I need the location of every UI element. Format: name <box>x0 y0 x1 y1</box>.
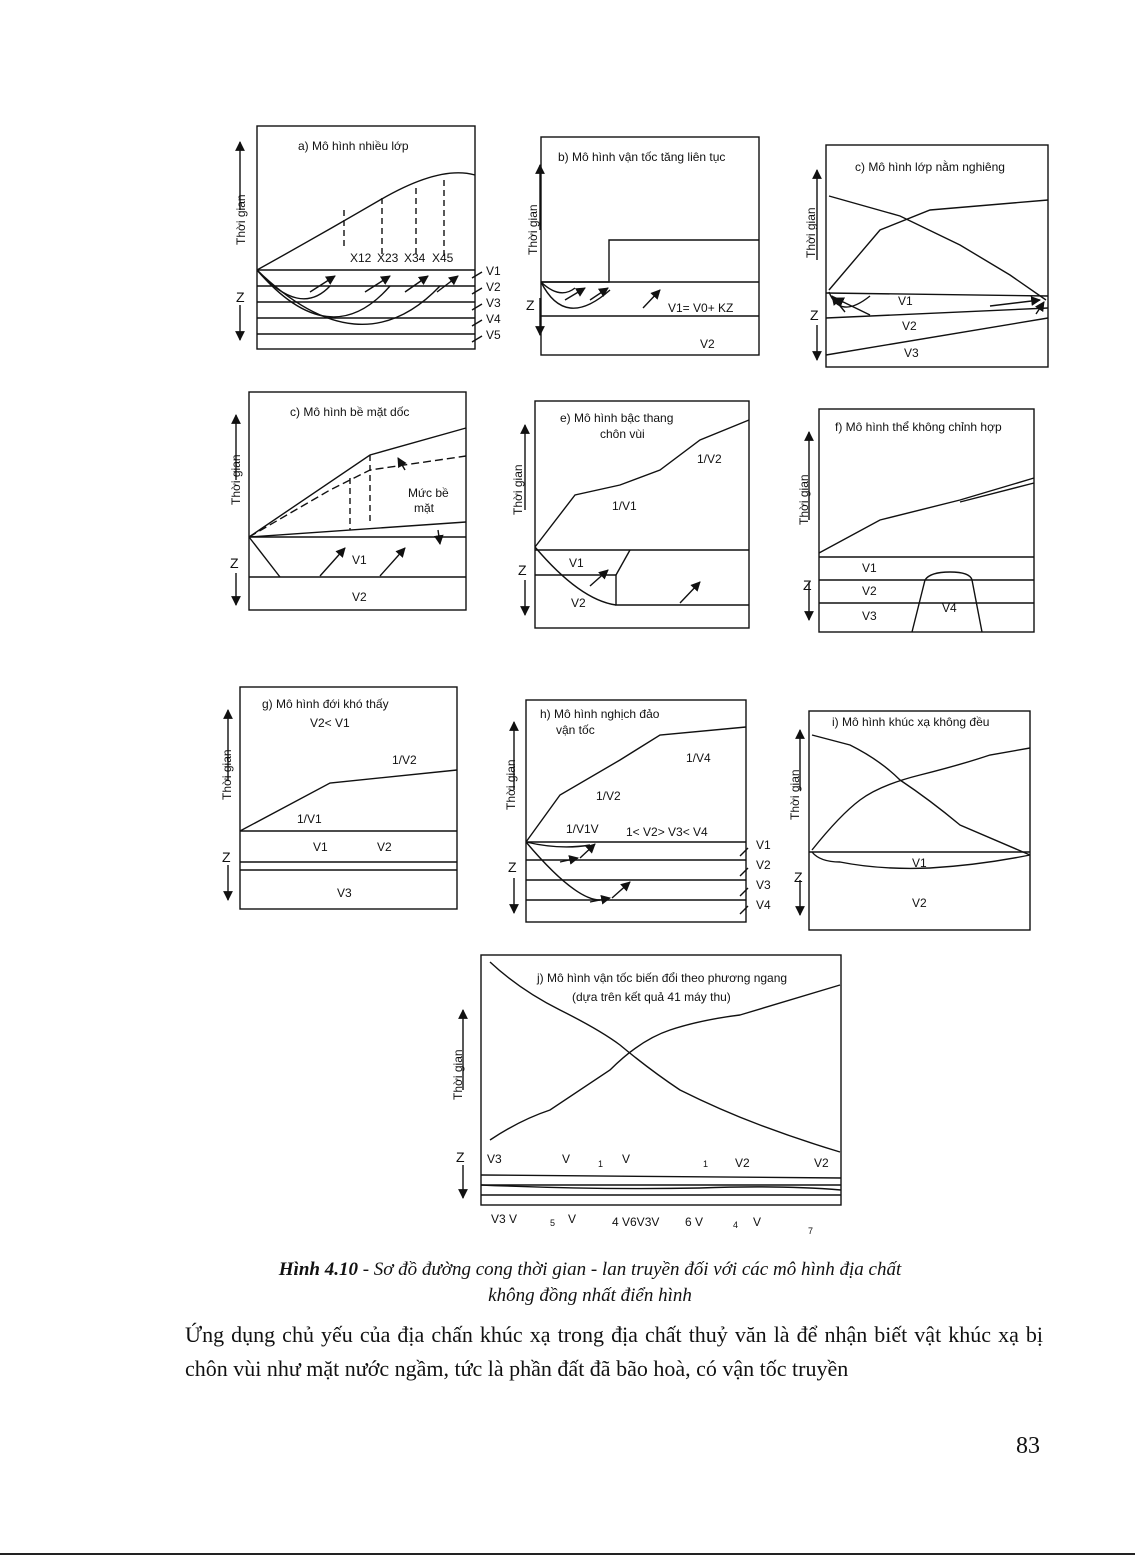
panel-h-slope-2: 1/V2 <box>596 789 621 803</box>
panel-f <box>809 409 1034 632</box>
panel-e-slope-upper: 1/V2 <box>697 452 722 466</box>
panel-d-v1: V1 <box>352 553 367 567</box>
panel-c-v1: V1 <box>898 294 913 308</box>
figure-caption <box>150 1257 1030 1283</box>
panel-f-title: f) Mô hình thể không chỉnh hợp <box>835 420 1002 434</box>
panel-a-x23: X23 <box>377 251 399 265</box>
panel-a-x45: X45 <box>432 251 454 265</box>
panel-h-condition: 1< V2> V3< V4 <box>626 825 708 839</box>
panel-a-v5: V5 <box>486 328 501 342</box>
panel-c-z: Z <box>810 307 819 323</box>
panel-b-title: b) Mô hình vận tốc tăng liên tục <box>558 150 726 164</box>
figure-caption-line-1: - Sơ đồ đường cong thời gian - lan truyền đối với các mô hình địa chất <box>357 1259 902 1280</box>
panel-b <box>540 137 759 355</box>
panel-h-v4: V4 <box>756 898 771 912</box>
panel-j-title-2: (dựa trên kết quả 41 máy thu) <box>572 990 731 1004</box>
panel-a-v4: V4 <box>486 312 501 326</box>
panel-c-title: c) Mô hình lớp nằm nghiêng <box>855 160 1005 174</box>
panel-j-top-6: V2 <box>814 1156 829 1170</box>
panel-e-v1: V1 <box>569 556 584 570</box>
panel-j-bottom-3: 4 V6V3V <box>612 1215 660 1229</box>
panel-g-time-label: Thời gian <box>220 749 234 800</box>
panel-c-time-label: Thời gian <box>804 207 818 258</box>
panel-a-v2: V2 <box>486 280 501 294</box>
panel-j-top-1: V <box>562 1152 571 1166</box>
panel-h-z: Z <box>508 859 517 875</box>
panel-f-v1: V1 <box>862 561 877 575</box>
page-number: 83 <box>1016 1433 1040 1459</box>
panel-j-bottom-2: V <box>568 1212 577 1226</box>
figure-caption-line-2: không đồng nhất điển hình <box>488 1285 692 1306</box>
panel-g-v1: V1 <box>313 840 328 854</box>
panel-a-time-label: Thời gian <box>234 194 248 245</box>
panel-b-time-label: Thời gian <box>526 204 540 255</box>
panel-d-title: c) Mô hình bề mặt dốc <box>290 405 410 419</box>
panel-g-slope-upper: 1/V2 <box>392 753 417 767</box>
panel-h-v2: V2 <box>756 858 771 872</box>
panel-a-x34: X34 <box>404 251 426 265</box>
panel-j-bottom-0: V3 V <box>491 1212 518 1226</box>
panel-d-annotation-2: mặt <box>414 501 435 515</box>
panel-e-slope-lower: 1/V1 <box>612 499 637 513</box>
panel-j-bottom-6: V <box>753 1215 762 1229</box>
panel-b-equation: V1= V0+ KZ <box>668 301 734 315</box>
panel-g-slope-lower: 1/V1 <box>297 812 322 826</box>
panel-a <box>240 126 482 349</box>
bottom-rule <box>0 1553 1135 1555</box>
panel-h-title-1: h) Mô hình nghịch đảo <box>540 707 660 721</box>
panel-j-title-1: j) Mô hình vận tốc biến đổi theo phương ngang <box>537 971 788 985</box>
panel-c-v3: V3 <box>904 346 919 360</box>
panel-g-title: g) Mô hình đới khó thấy <box>262 697 389 711</box>
panel-j-top-4: 1 <box>703 1159 709 1169</box>
panel-h-time-label: Thời gian <box>504 759 518 810</box>
panel-b-z: Z <box>526 297 535 313</box>
panel-i-title: i) Mô hình khúc xạ không đều <box>832 715 990 729</box>
panel-e-v2: V2 <box>571 596 586 610</box>
panel-i-v1: V1 <box>912 856 927 870</box>
panel-i-z: Z <box>794 869 803 885</box>
panel-j-bottom-4: 6 V <box>685 1215 704 1229</box>
panel-h-slope-1: 1/V1V <box>566 822 599 836</box>
panel-f-v4: V4 <box>942 601 957 615</box>
panel-e-title-2: chôn vùi <box>600 427 645 441</box>
panel-j-bottom-1: 5 <box>550 1218 556 1228</box>
panel-j-top-0: V3 <box>487 1152 502 1166</box>
panel-c <box>817 145 1048 367</box>
panel-i-time-label: Thời gian <box>788 769 802 820</box>
panel-h-title-2: vận tốc <box>556 723 595 737</box>
panel-d-annotation-1: Mức bề <box>408 486 449 500</box>
panel-j-top-3: V <box>622 1152 631 1166</box>
figure-caption-label: Hình 4.10 <box>278 1259 358 1280</box>
panel-a-title: a) Mô hình nhiều lớp <box>298 139 409 153</box>
panel-h-v3: V3 <box>756 878 771 892</box>
panel-f-time-label: Thời gian <box>797 474 811 525</box>
panel-f-v3: V3 <box>862 609 877 623</box>
panel-e-title-1: e) Mô hình bậc thang <box>560 411 674 425</box>
panel-e-time-label: Thời gian <box>511 464 525 515</box>
panel-g-v2: V2 <box>377 840 392 854</box>
panel-i-v2: V2 <box>912 896 927 910</box>
panel-g-condition: V2< V1 <box>310 716 350 730</box>
panel-a-x12: X12 <box>350 251 372 265</box>
panel-d-time-label: Thời gian <box>229 454 243 505</box>
panel-g-z: Z <box>222 849 231 865</box>
panel-b-v2: V2 <box>700 337 715 351</box>
panel-e-z: Z <box>518 562 527 578</box>
panel-h <box>514 700 748 922</box>
panel-j-bottom-7: 7 <box>808 1226 814 1236</box>
panel-d-z: Z <box>230 555 239 571</box>
panel-j-top-5: V2 <box>735 1156 750 1170</box>
panel-c-v2: V2 <box>902 319 917 333</box>
panel-a-z: Z <box>236 289 245 305</box>
panel-j-time-label: Thời gian <box>451 1049 465 1100</box>
panel-j-bottom-5: 4 <box>733 1220 739 1230</box>
body-paragraph: Ứng dụng chủ yếu của địa chấn khúc xạ trong địa chất thuỷ văn là để nhận biết vật khúc xạ bị chôn vùi như mặt nước ngầm, tức là phần đất đã bão hoà, có vận tốc truyền <box>185 1322 1043 1381</box>
panel-g-v3: V3 <box>337 886 352 900</box>
panel-j-top-2: 1 <box>598 1159 604 1169</box>
panel-d-v2: V2 <box>352 590 367 604</box>
panel-a-v3: V3 <box>486 296 501 310</box>
panel-h-v1: V1 <box>756 838 771 852</box>
panel-f-z: Z <box>803 577 812 593</box>
panel-f-v2: V2 <box>862 584 877 598</box>
panel-h-slope-4: 1/V4 <box>686 751 711 765</box>
panel-j-z: Z <box>456 1149 465 1165</box>
panel-a-v1: V1 <box>486 264 501 278</box>
